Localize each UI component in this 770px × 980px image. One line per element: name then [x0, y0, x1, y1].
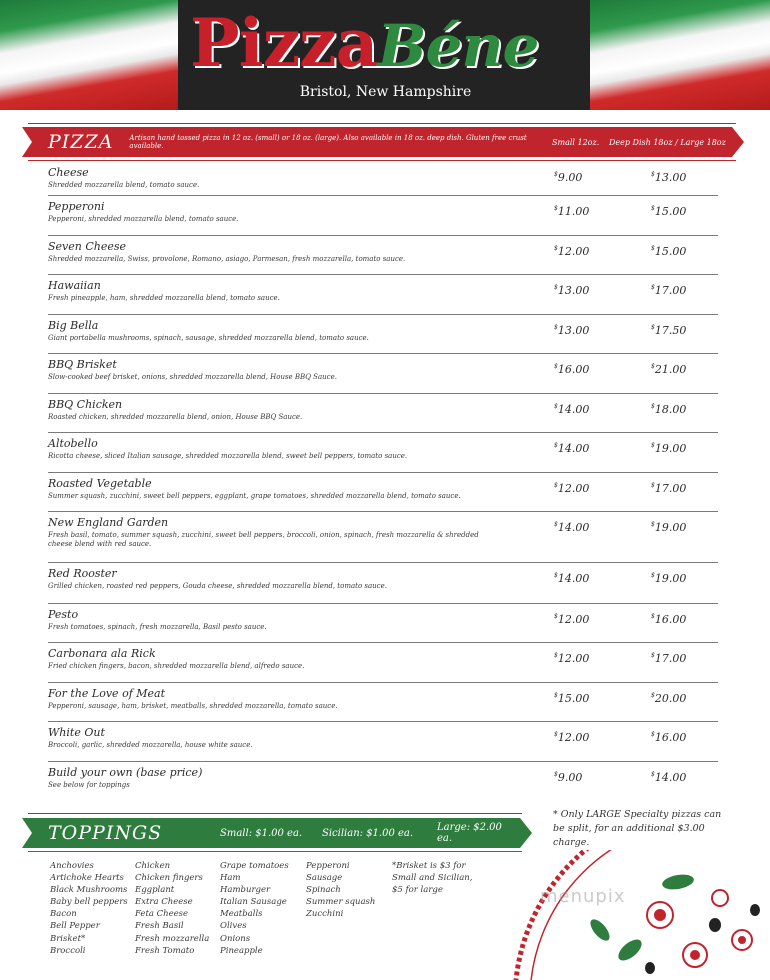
price-small-value: 14.00 [557, 572, 590, 585]
toppings-column [306, 860, 391, 920]
item-name: Big Bella [48, 319, 99, 332]
price-small-value: 9.00 [557, 171, 583, 184]
price-small [554, 205, 589, 218]
price-small [554, 692, 589, 705]
toppings-title: TOPPINGS [48, 822, 163, 844]
price-small-value: 11.00 [557, 205, 590, 218]
menu-item [48, 643, 718, 683]
pizza-menu [48, 162, 718, 802]
item-description: Pepperoni, sausage, ham, brisket, meatballs, shredded mozzarella, tomato sauce. [48, 702, 338, 710]
pizza-drawing [510, 850, 770, 980]
item-description: Fresh basil, tomato, summer squash, zucchini, sweet bell peppers, broccoli, onion, spinach, fresh mozzarella & shredded cheese blend with red sauce. [48, 531, 479, 549]
currency-symbol: $ [554, 572, 558, 579]
item-description: Broccoli, garlic, shredded mozzarella, house white sauce. [48, 741, 253, 749]
currency-symbol: $ [554, 652, 558, 659]
item-name: Build your own (base price) [48, 766, 203, 779]
topping-item: Italian Sausage [220, 897, 287, 908]
item-description: Slow-cooked beef brisket, onions, shredded mozzarella blend, House BBQ Sauce. [48, 373, 337, 381]
item-name: Cheese [48, 166, 89, 179]
price-large [651, 403, 686, 416]
menu-item [48, 512, 718, 563]
item-description: Shredded mozzarella blend, tomato sauce. [48, 181, 200, 189]
price-large [651, 572, 686, 585]
banner-rule-bottom [28, 160, 736, 161]
item-description: Grilled chicken, roasted red peppers, Gouda cheese, shredded mozzarella blend, tomato sauce. [48, 582, 387, 590]
toppings-sicilian-price: Sicilian: $1.00 ea. [322, 827, 414, 839]
item-name: Pesto [48, 608, 79, 621]
item-name: BBQ Chicken [48, 398, 123, 411]
item-description: Giant portabella mushrooms, spinach, sausage, shredded mozzarella blend, tomato sauce. [48, 334, 369, 342]
brisket-note: *Brisket is $3 for Small and Sicilian, $5 for large [392, 861, 473, 895]
currency-symbol: $ [651, 171, 655, 178]
topping-item: Sausage [306, 873, 343, 884]
price-small-value: 12.00 [557, 613, 590, 626]
topping-item: Extra Cheese [135, 897, 193, 908]
topping-item: Zucchini [306, 909, 344, 920]
topping-item: Olives [220, 921, 247, 932]
toppings-banner [32, 818, 520, 848]
italian-flag-right [590, 0, 770, 110]
currency-symbol: $ [651, 731, 655, 738]
price-small [554, 652, 589, 665]
price-small [554, 613, 589, 626]
item-name: BBQ Brisket [48, 358, 117, 371]
price-large-value: 15.00 [654, 245, 687, 258]
price-small [554, 284, 589, 297]
price-small-value: 9.00 [557, 771, 583, 784]
currency-symbol: $ [651, 363, 655, 370]
topping-item: Baby bell peppers [50, 897, 128, 908]
menu-item [48, 354, 718, 394]
topping-item: Bell Pepper [50, 921, 100, 932]
price-large-value: 16.00 [654, 613, 687, 626]
item-name: Carbonara ala Rick [48, 647, 156, 660]
menu-item [48, 236, 718, 275]
banner-rule-top [28, 123, 736, 124]
topping-item: Bacon [50, 909, 77, 920]
pizza-banner [32, 127, 732, 157]
currency-symbol: $ [554, 613, 558, 620]
price-small-value: 14.00 [557, 442, 590, 455]
price-small-value: 15.00 [557, 692, 590, 705]
currency-symbol: $ [554, 205, 558, 212]
price-large-value: 17.50 [654, 324, 687, 337]
menu-item [48, 683, 718, 722]
topping-item: Brisket* [50, 933, 86, 944]
topping-item: Chicken fingers [135, 873, 203, 884]
currency-symbol: $ [651, 245, 655, 252]
topping-item: Artichoke Hearts [50, 873, 124, 884]
currency-symbol: $ [651, 652, 655, 659]
price-small-value: 16.00 [557, 363, 590, 376]
toppings-column [135, 860, 220, 957]
item-description: Fresh pineapple, ham, shredded mozzarella blend, tomato sauce. [48, 294, 280, 302]
price-large [651, 521, 686, 534]
logo [190, 4, 538, 82]
price-large [651, 771, 686, 784]
item-name: White Out [48, 726, 105, 739]
currency-symbol: $ [554, 171, 558, 178]
menu-item [48, 275, 718, 315]
currency-symbol: $ [554, 692, 558, 699]
price-small [554, 324, 589, 337]
header [0, 0, 770, 110]
currency-symbol: $ [554, 482, 558, 489]
menu-item [48, 315, 718, 354]
location: Bristol, New Hampshire [299, 84, 472, 100]
item-description: Fried chicken fingers, bacon, shredded mozzarella blend, alfredo sauce. [48, 662, 305, 670]
currency-symbol: $ [554, 442, 558, 449]
price-large-value: 13.00 [654, 171, 687, 184]
topping-item: Onions [220, 933, 251, 944]
topping-item: Hamburger [220, 885, 271, 896]
price-large-value: 21.00 [654, 363, 687, 376]
currency-symbol: $ [554, 731, 558, 738]
currency-symbol: $ [651, 692, 655, 699]
price-large [651, 731, 686, 744]
menu-item [48, 563, 718, 604]
menu-item [48, 196, 718, 236]
topping-item: Black Mushrooms [50, 885, 128, 896]
currency-symbol: $ [554, 521, 558, 528]
toppings-rule-bottom [28, 851, 522, 852]
toppings-large-price: Large: $2.00 ea. [437, 822, 502, 844]
col-large-header: Deep Dish 18oz / Large 18oz [609, 137, 726, 147]
price-large-value: 16.00 [654, 731, 687, 744]
price-large-value: 17.00 [654, 652, 687, 665]
price-small [554, 363, 589, 376]
topping-item: Summer squash [306, 897, 376, 908]
col-small-header: Small 12oz. [552, 137, 600, 147]
pizza-illustration [510, 850, 770, 980]
price-small [554, 245, 589, 258]
currency-symbol: $ [651, 324, 655, 331]
topping-item: Pineapple [220, 945, 263, 956]
item-description: Summer squash, zucchini, sweet bell peppers, eggplant, grape tomatoes, shredded mozzarella blend, tomato sauce. [48, 492, 461, 500]
price-large [651, 482, 686, 495]
price-large [651, 363, 686, 376]
topping-item: Ham [220, 873, 241, 884]
currency-symbol: $ [651, 403, 655, 410]
menu-item [48, 473, 718, 512]
watermark: menupix [540, 886, 626, 907]
topping-item: Spinach [306, 885, 341, 896]
menu-item [48, 604, 718, 643]
item-description: See below for toppings [48, 781, 130, 789]
menu-item [48, 762, 718, 802]
topping-item: Broccoli [50, 945, 86, 956]
menu-item [48, 722, 718, 762]
item-description: Ricotta cheese, sliced Italian sausage, shredded mozzarella blend, sweet bell peppers, tomato sauce. [48, 452, 408, 460]
price-large [651, 613, 686, 626]
italian-flag-left [0, 0, 180, 110]
menu-item [48, 433, 718, 473]
price-small-value: 12.00 [557, 652, 590, 665]
price-small-value: 14.00 [557, 521, 590, 534]
pizza-description: Artisan hand tossed pizza in 12 oz. (small) or 18 oz. (large). Also available in 18 oz. deep dish. Gluten free crust available. [129, 134, 527, 150]
price-large [651, 284, 686, 297]
item-name: Altobello [48, 437, 98, 450]
menu-item [48, 394, 718, 433]
price-small-value: 12.00 [557, 482, 590, 495]
topping-item: Fresh Basil [135, 921, 184, 932]
price-large [651, 245, 686, 258]
price-large-value: 19.00 [654, 572, 687, 585]
item-name: For the Love of Meat [48, 687, 166, 700]
currency-symbol: $ [651, 572, 655, 579]
item-name: Seven Cheese [48, 240, 127, 253]
price-large-value: 19.00 [654, 442, 687, 455]
toppings-column [50, 860, 135, 957]
topping-item: Pepperoni [306, 861, 350, 871]
split-note: * Only LARGE Specialty pizzas can be split, for an additional $3.00 charge. [553, 809, 722, 848]
price-small-value: 13.00 [557, 324, 590, 337]
price-small [554, 521, 589, 534]
topping-item: Meatballs [220, 909, 263, 920]
price-small [554, 731, 589, 744]
item-name: New England Garden [48, 516, 169, 529]
topping-item: Fresh mozzarella [135, 933, 210, 944]
price-large-value: 14.00 [654, 771, 687, 784]
price-large-value: 19.00 [654, 521, 687, 534]
price-large-value: 20.00 [654, 692, 687, 705]
currency-symbol: $ [554, 363, 558, 370]
price-large [651, 171, 686, 184]
currency-symbol: $ [651, 284, 655, 291]
price-small-value: 13.00 [557, 284, 590, 297]
toppings-rule-top [28, 813, 522, 814]
item-description: Fresh tomatoes, spinach, fresh mozzarella, Basil pesto sauce. [48, 623, 267, 631]
item-name: Pepperoni [48, 200, 105, 213]
price-small [554, 442, 589, 455]
price-large [651, 692, 686, 705]
topping-item: Eggplant [135, 885, 175, 896]
item-description: Shredded mozzarella, Swiss, provolone, Romano, asiago, Parmesan, fresh mozzarella, tomato sauce. [48, 255, 406, 263]
price-large [651, 442, 686, 455]
topping-item: Fresh Tomato [135, 945, 195, 956]
currency-symbol: $ [651, 205, 655, 212]
topping-item: Feta Cheese [135, 909, 189, 920]
item-name: Roasted Vegetable [48, 477, 152, 490]
currency-symbol: $ [651, 613, 655, 620]
menu-item [48, 162, 718, 196]
currency-symbol: $ [651, 442, 655, 449]
toppings-small-price: Small: $1.00 ea. [220, 827, 303, 839]
currency-symbol: $ [651, 521, 655, 528]
toppings-column [220, 860, 305, 957]
price-small-value: 12.00 [557, 245, 590, 258]
price-large-value: 17.00 [654, 284, 687, 297]
item-description: Pepperoni, shredded mozzarella blend, tomato sauce. [48, 215, 239, 223]
price-large [651, 652, 686, 665]
logo-pizza: Pizza [190, 4, 378, 82]
currency-symbol: $ [554, 245, 558, 252]
price-small [554, 771, 582, 784]
price-large-value: 17.00 [654, 482, 687, 495]
price-large [651, 205, 686, 218]
currency-symbol: $ [554, 324, 558, 331]
price-large [651, 324, 686, 337]
logo-box [178, 0, 593, 110]
currency-symbol: $ [554, 403, 558, 410]
currency-symbol: $ [651, 771, 655, 778]
item-name: Hawaiian [48, 279, 101, 292]
price-small [554, 572, 589, 585]
item-name: Red Rooster [48, 567, 117, 580]
price-small [554, 482, 589, 495]
price-small [554, 171, 582, 184]
currency-symbol: $ [651, 482, 655, 489]
price-large-value: 18.00 [654, 403, 687, 416]
price-large-value: 15.00 [654, 205, 687, 218]
item-description: Roasted chicken, shredded mozzarella blend, onion, House BBQ Sauce. [48, 413, 303, 421]
pizza-title: PIZZA [48, 131, 114, 153]
topping-item: Chicken [135, 861, 171, 871]
logo-bene: Béne [377, 12, 539, 80]
currency-symbol: $ [554, 284, 558, 291]
currency-symbol: $ [554, 771, 558, 778]
price-small-value: 14.00 [557, 403, 590, 416]
price-small [554, 403, 589, 416]
topping-item: Anchovies [50, 861, 94, 871]
topping-item: Grape tomatoes [220, 861, 289, 871]
price-small-value: 12.00 [557, 731, 590, 744]
